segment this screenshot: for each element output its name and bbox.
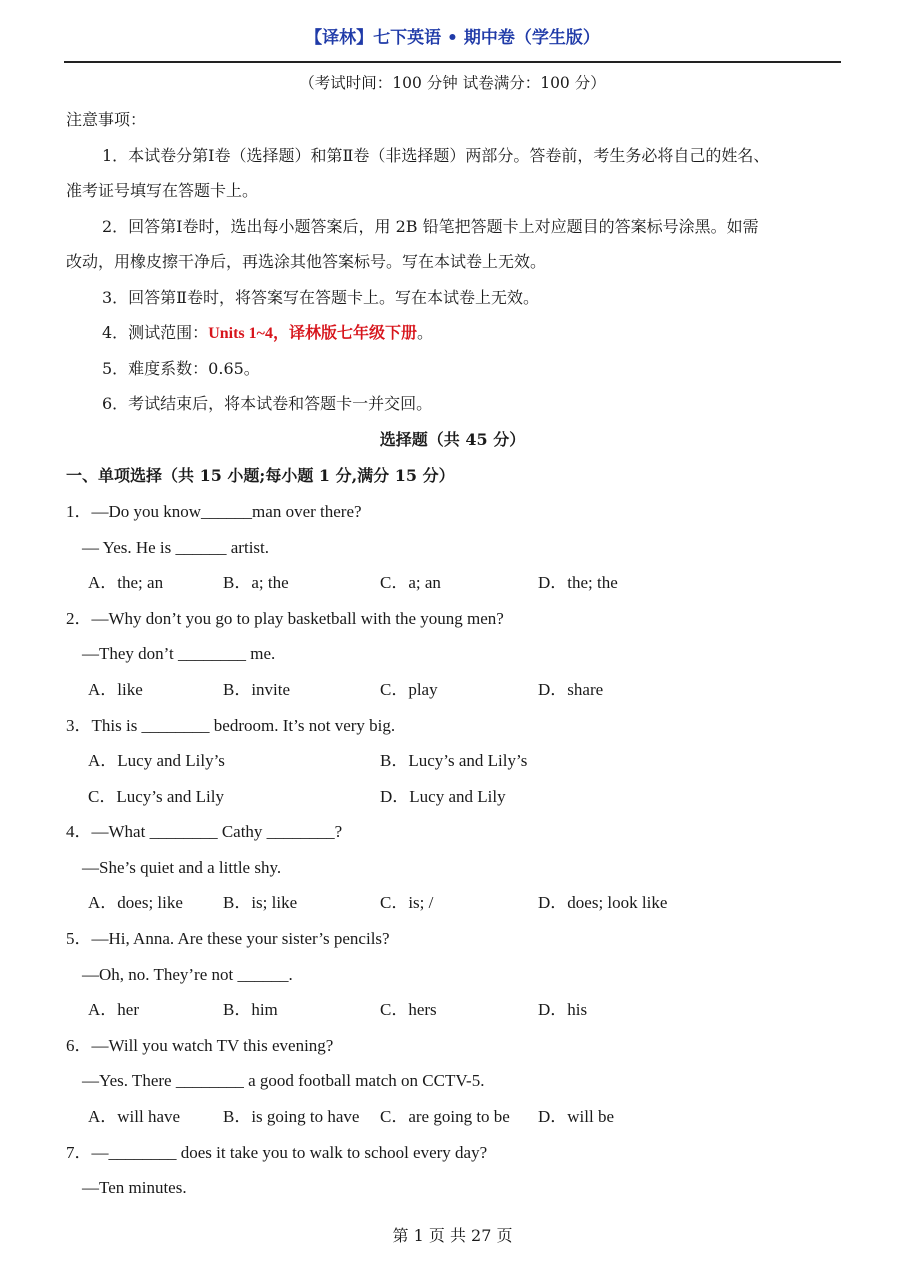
question-2-stem: 2．—Why don’t you go to play basketball with the young men? bbox=[66, 609, 504, 628]
part-title: 一、单项选择（共 15 小题;每小题 1 分,满分 15 分） bbox=[66, 466, 455, 485]
q5-option-b: B．him bbox=[223, 1000, 278, 1019]
q3-option-c: C．Lucy’s and Lily bbox=[88, 787, 224, 806]
test-range: Units 1~4，译林版七年级下册 bbox=[208, 325, 417, 342]
note-item-4-suffix: 。 bbox=[416, 323, 433, 342]
q4-option-a: A．does; like bbox=[88, 893, 183, 912]
q5-option-c: C．hers bbox=[380, 1000, 437, 1019]
q4-option-d: D．does; look like bbox=[538, 893, 668, 912]
note-item-2: 2．回答第Ⅰ卷时，选出每小题答案后，用 2B 铅笔把答题卡上对应题目的答案标号涂黑。如需 bbox=[102, 217, 759, 236]
question-4-reply: —She’s quiet and a little shy. bbox=[82, 858, 282, 877]
q1-option-d: D．the; the bbox=[538, 573, 618, 592]
q4-option-c: C．is; / bbox=[380, 893, 434, 912]
question-5-stem: 5．—Hi, Anna. Are these your sister’s pencils? bbox=[66, 929, 390, 948]
q3-option-d: D．Lucy and Lily bbox=[380, 787, 506, 806]
question-7-reply: —Ten minutes. bbox=[82, 1178, 187, 1197]
question-6-stem: 6．—Will you watch TV this evening? bbox=[66, 1036, 334, 1055]
note-item-3: 3．回答第Ⅱ卷时，将答案写在答题卡上。写在本试卷上无效。 bbox=[102, 288, 540, 307]
q4-option-b: B．is; like bbox=[223, 893, 298, 912]
question-1-reply: — Yes. He is ______ artist. bbox=[82, 538, 270, 557]
header-divider bbox=[64, 61, 841, 63]
q1-option-a: A．the; an bbox=[88, 573, 164, 592]
section-title: 选择题（共 45 分） bbox=[379, 430, 526, 449]
note-item-2-cont: 改动，用橡皮擦干净后，再选涂其他答案标号。写在本试卷上无效。 bbox=[66, 252, 547, 271]
document-title: 【译林】七下英语 • 期中卷（学生版） bbox=[305, 28, 600, 48]
question-2-reply: —They don’t ________ me. bbox=[82, 644, 276, 663]
page-number: 第 1 页 共 27 页 bbox=[392, 1226, 513, 1245]
q1-option-c: C．a; an bbox=[380, 573, 441, 592]
q3-option-b: B．Lucy’s and Lily’s bbox=[380, 751, 528, 770]
q2-option-b: B．invite bbox=[223, 680, 291, 699]
note-item-4 bbox=[102, 325, 433, 342]
question-1-stem: 1．—Do you know______man over there? bbox=[66, 502, 362, 521]
note-item-5: 5．难度系数：0.65。 bbox=[102, 359, 260, 378]
question-5-reply: —Oh, no. They’re not ______. bbox=[82, 965, 293, 984]
q5-option-a: A．her bbox=[88, 1000, 139, 1019]
note-item-4-prefix: 4．测试范围： bbox=[102, 323, 209, 342]
question-6-reply: —Yes. There ________ a good football match on CCTV-5. bbox=[82, 1071, 485, 1090]
q3-option-a: A．Lucy and Lily’s bbox=[88, 751, 225, 770]
question-4-stem: 4．—What ________ Cathy ________? bbox=[66, 822, 343, 841]
note-item-6: 6．考试结束后，将本试卷和答题卡一并交回。 bbox=[102, 394, 433, 413]
note-item-1-cont: 准考证号填写在答题卡上。 bbox=[66, 181, 259, 200]
q5-option-d: D．his bbox=[538, 1000, 588, 1019]
q2-option-d: D．share bbox=[538, 680, 604, 699]
q2-option-a: A．like bbox=[88, 680, 143, 699]
q6-option-c: C．are going to be bbox=[380, 1107, 510, 1126]
q6-option-a: A．will have bbox=[88, 1107, 181, 1126]
q1-option-b: B．a; the bbox=[223, 573, 289, 592]
notes-heading: 注意事项： bbox=[66, 110, 147, 129]
exam-info: （考试时间：100 分钟 试卷满分：100 分） bbox=[299, 74, 606, 92]
question-3-stem: 3．This is ________ bedroom. It’s not very big. bbox=[66, 716, 396, 735]
q6-option-d: D．will be bbox=[538, 1107, 615, 1126]
question-7-stem: 7．—________ does it take you to walk to school every day? bbox=[66, 1143, 488, 1162]
q2-option-c: C．play bbox=[380, 680, 438, 699]
note-item-1: 1．本试卷分第Ⅰ卷（选择题）和第Ⅱ卷（非选择题）两部分。答卷前，考生务必将自己的姓名、 bbox=[102, 146, 770, 165]
q6-option-b: B．is going to have bbox=[223, 1107, 360, 1126]
